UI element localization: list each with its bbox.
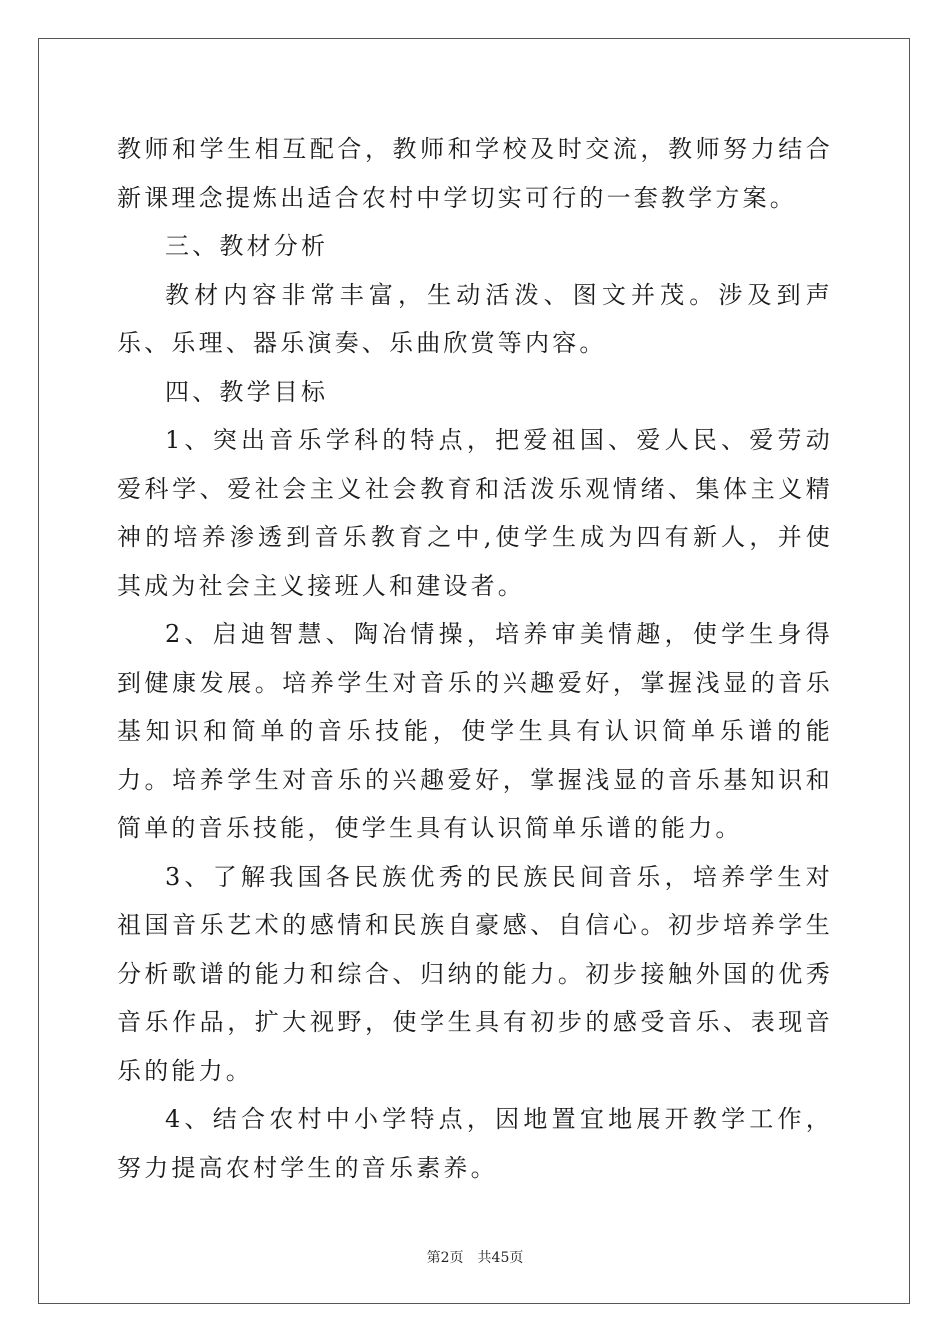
heading-teaching-goals: 四、教学目标 — [165, 377, 329, 406]
page-footer — [0, 1247, 950, 1267]
heading-textbook-analysis: 三、教材分析 — [165, 232, 329, 260]
document-body — [117, 125, 833, 1192]
goal-item-3: 3、了解我国各民族优秀的民族民间音乐，培养学生对祖国音乐艺术的感情和民族自豪感、自信心。初步培养学生分析歌谱的能力和综合、归纳的能力。初步接触外国的优秀音乐作品，扩大视野，使学生具有初步的感受音乐、表现音乐的能力。 — [117, 862, 833, 1085]
goal-item-2: 2、启迪智慧、陶冶情操，培养审美情趣，使学生身得到健康发展。培养学生对音乐的兴趣爱好，掌握浅显的音乐基知识和简单的音乐技能，使学生具有认识简单乐谱的能力。培养学生对音乐的兴趣爱好，掌握浅显的音乐基知识和简单的音乐技能，使学生具有认识简单乐谱的能力。 — [117, 620, 833, 842]
goal-item-4: 4、结合农村中小学特点，因地置宜地展开教学工作，努力提高农村学生的音乐素养。 — [117, 1105, 833, 1182]
paragraph-textbook-content: 教材内容非常丰富，生动活泼、图文并茂。涉及到声乐、乐理、器乐演奏、乐曲欣赏等内容。 — [117, 280, 833, 357]
goal-item-1: 1、突出音乐学科的特点，把爱祖国、爱人民、爱劳动爱科学、爱社会主义社会教育和活泼乐观情绪、集体主义精神的培养渗透到音乐教育之中,使学生成为四有新人，并使其成为社会主义接班人和建设者。 — [117, 426, 833, 600]
paragraph-1: 教师和学生相互配合，教师和学校及时交流，教师努力结合新课理念提炼出适合农村中学切实可行的一套教学方案。 — [117, 135, 833, 212]
page-number: 第2页 — [426, 1250, 464, 1266]
page-total: 共45页 — [477, 1250, 524, 1266]
